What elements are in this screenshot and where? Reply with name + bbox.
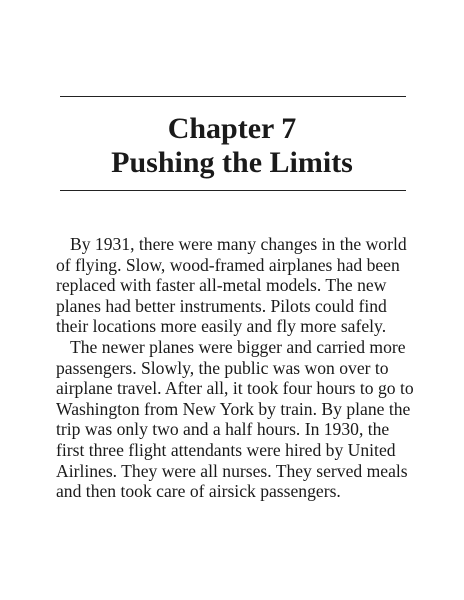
paragraph-line: their locations more easily and fly more safely.	[56, 316, 387, 337]
paragraph-line: passengers. Slowly, the public was won over to	[56, 357, 389, 378]
paragraph-2	[56, 337, 412, 502]
paragraph-1	[56, 234, 412, 337]
paragraph-line: By 1931, there were many changes in the world	[70, 234, 407, 254]
paragraph-line: replaced with faster all-metal models. The new	[56, 275, 387, 296]
paragraph-line: of flying. Slow, wood-framed airplanes had been	[56, 254, 400, 275]
paragraph-line: trip was only two and a half hours. In 1930, the	[56, 419, 390, 440]
paragraph-line: The newer planes were bigger and carried more	[70, 336, 406, 357]
paragraph-line: Airlines. They were all nurses. They served meals	[56, 460, 408, 481]
paragraph-line: Washington from New York by train. By plane the	[56, 398, 411, 419]
chapter-body	[56, 234, 412, 502]
paragraph-line: airplane travel. After all, it took four hours to go to	[56, 378, 414, 399]
paragraph-line: first three flight attendants were hired by United	[56, 439, 396, 460]
bottom-rule	[60, 190, 406, 191]
chapter-title: Pushing the Limits	[111, 146, 353, 179]
paragraph-line: planes had better instruments. Pilots could find	[56, 295, 387, 316]
paragraph-line: and then took care of airsick passengers.	[56, 481, 341, 502]
chapter-number: Chapter 7	[167, 112, 297, 145]
top-rule	[60, 96, 406, 97]
chapter-heading	[0, 112, 464, 180]
